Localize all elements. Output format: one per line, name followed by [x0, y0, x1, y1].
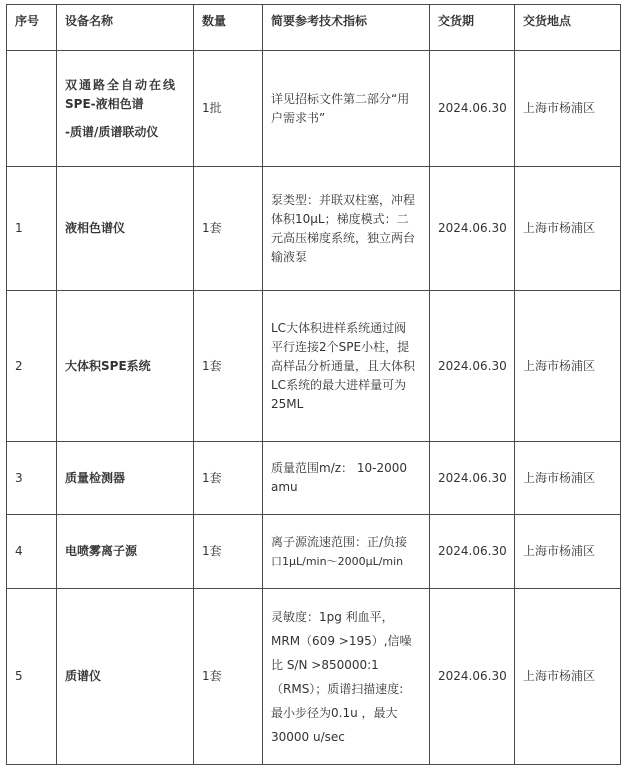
- spec-line: （RMS）；质谱扫描速度:: [271, 681, 404, 696]
- device-name: 电喷雾离子源: [57, 515, 194, 589]
- header-delivery-place: 交货地点: [515, 5, 621, 51]
- spec-line: 输液泵: [271, 249, 308, 264]
- delivery-date: 2024.06.30: [430, 442, 515, 515]
- delivery-place: 上海市杨浦区: [515, 442, 621, 515]
- spec-line: 平行连接2个SPE小柱，提: [271, 339, 410, 354]
- table-row: [7, 291, 621, 442]
- spec-line: 高样品分析通量，且大体积: [271, 358, 416, 373]
- spec-line: 户需求书”: [271, 110, 326, 125]
- tech-spec: [263, 442, 430, 515]
- tech-spec: [263, 167, 430, 291]
- quantity: 1批: [194, 51, 263, 167]
- table-row: [7, 167, 621, 291]
- row-index: 1: [7, 167, 57, 291]
- spec-line: 元高压梯度系统，独立两台: [271, 230, 416, 245]
- row-index: 3: [7, 442, 57, 515]
- header-tech-spec: 简要参考技术指标: [263, 5, 430, 51]
- spec-line: MRM（609 >195）,信噪: [271, 633, 412, 648]
- table-row: [7, 51, 621, 167]
- device-name-line: -质谱/质谱联动仪: [65, 124, 159, 139]
- spec-line: 比 S/N >850000:1: [271, 657, 379, 672]
- header-quantity: 数量: [194, 5, 263, 51]
- spec-line: 详见招标文件第二部分“用: [271, 91, 410, 106]
- table-row: [7, 515, 621, 589]
- device-name: [57, 51, 194, 167]
- tech-spec: [263, 51, 430, 167]
- quantity: 1套: [194, 442, 263, 515]
- device-name: 大体积SPE系统: [57, 291, 194, 442]
- delivery-date: 2024.06.30: [430, 291, 515, 442]
- spec-line: 质量范围m/z： 10-2000: [271, 461, 407, 475]
- quantity: 1套: [194, 589, 263, 765]
- device-name: 液相色谱仪: [57, 167, 194, 291]
- quantity: 1套: [194, 515, 263, 589]
- table-header-row: [7, 5, 621, 51]
- delivery-date: 2024.06.30: [430, 515, 515, 589]
- delivery-place: 上海市杨浦区: [515, 291, 621, 442]
- header-index: 序号: [7, 5, 57, 51]
- spec-line: 泵类型：并联双柱塞，冲程: [271, 192, 416, 207]
- quantity: 1套: [194, 291, 263, 442]
- delivery-date: 2024.06.30: [430, 51, 515, 167]
- delivery-place: 上海市杨浦区: [515, 51, 621, 167]
- row-index: 5: [7, 589, 57, 765]
- spec-line: 25ML: [271, 396, 304, 411]
- header-delivery-date: 交货期: [430, 5, 515, 51]
- row-index: 4: [7, 515, 57, 589]
- device-name: 质谱仪: [57, 589, 194, 765]
- device-name: 质量检测器: [57, 442, 194, 515]
- delivery-date: 2024.06.30: [430, 167, 515, 291]
- spec-line: 灵敏度：1pg 利血平，: [271, 609, 394, 624]
- spec-line: LC大体积进样系统通过阀: [271, 320, 407, 335]
- spec-line: amu: [271, 480, 298, 494]
- equipment-spec-table: [6, 4, 621, 765]
- delivery-place: 上海市杨浦区: [515, 589, 621, 765]
- delivery-date: 2024.06.30: [430, 589, 515, 765]
- tech-spec: [263, 515, 430, 589]
- device-name-line: SPE-液相色谱: [65, 96, 144, 111]
- spec-line: 口1μL/min～2000μL/min: [271, 554, 404, 568]
- table-row: [7, 442, 621, 515]
- spec-line: 离子源流速范围：正/负接: [271, 534, 408, 549]
- spec-line: 最小步径为0.1u ，最大: [271, 705, 398, 720]
- spec-line: 30000 u/sec: [271, 729, 345, 744]
- header-device-name: 设备名称: [57, 5, 194, 51]
- tech-spec: [263, 589, 430, 765]
- table-row: [7, 589, 621, 765]
- spec-line: LC系统的最大进样量可为: [271, 377, 407, 392]
- row-index: 2: [7, 291, 57, 442]
- spec-line: 体积10μL；梯度模式：二: [271, 211, 409, 226]
- delivery-place: 上海市杨浦区: [515, 515, 621, 589]
- row-index: [7, 51, 57, 167]
- device-name-line: 双通路全自动在线: [65, 77, 178, 92]
- quantity: 1套: [194, 167, 263, 291]
- tech-spec: [263, 291, 430, 442]
- delivery-place: 上海市杨浦区: [515, 167, 621, 291]
